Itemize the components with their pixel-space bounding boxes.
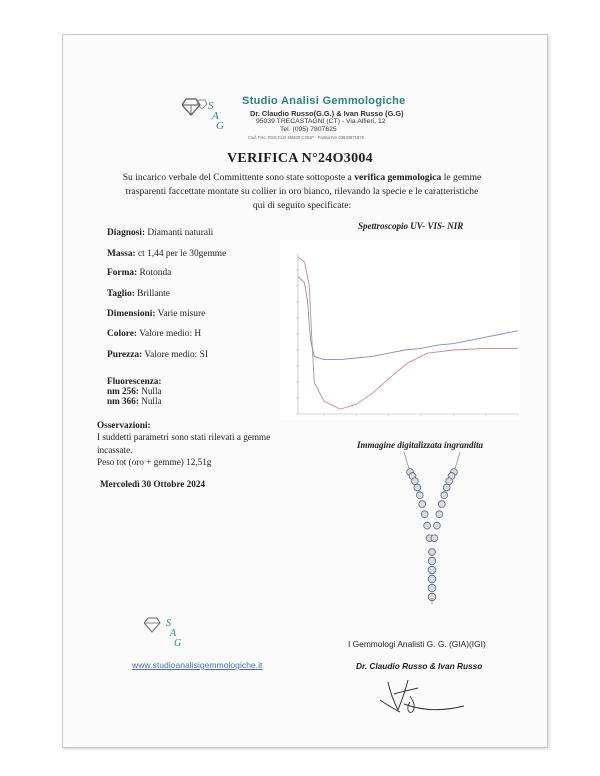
necklace-gem: [428, 557, 436, 565]
field-diagnosi: Diagnosi: Diamanti naturali: [107, 228, 214, 238]
necklace-gem: [441, 492, 448, 499]
observations-line-2: incassate.: [97, 445, 133, 455]
necklace-gem: [446, 478, 453, 485]
image-title: Immagine digitalizzata ingrandita: [357, 440, 484, 450]
sag-logo-icon: [182, 95, 226, 131]
field-colore: Colore: Valore medio: H: [107, 329, 202, 339]
logo-letter-a: A: [212, 110, 219, 122]
necklace-gem: [428, 584, 436, 592]
field-taglio: Taglio: Brillante: [107, 289, 170, 299]
header-fiscal: Cod. Fisc. RSS CLD 46M30 C351P - Partita IVA 03933871876: [248, 135, 364, 140]
header-address: 95039 TRECASTAGNI (CT) - Via Alfieri, 12: [256, 118, 386, 125]
fluorescence-nm256: nm 256: Nulla: [107, 386, 162, 396]
header-authors: Dr. Claudio Russo(G.G.) & Ivan Russo (G.G): [250, 109, 404, 118]
certificate-intro: Su incarico verbale del Committente sono state sottoposte a verifica gemmologica le gemme trasparenti faccettate montate su collier in oro bianco, rilevando la specie e le caratteristiche qui di seguito specificate:: [122, 172, 482, 211]
necklace-gem: [438, 501, 445, 508]
certificate-title: VERIFICA N°24O3004: [227, 151, 373, 166]
necklace-image: [392, 452, 472, 607]
necklace-gem: [433, 522, 440, 529]
website-link[interactable]: www.studioanalisigemmologiche.it: [132, 660, 263, 670]
observations-line-3: Peso tot (oro + gemme) 12,51g: [97, 457, 212, 467]
necklace-gem: [429, 549, 436, 556]
logo-letter-g: G: [216, 120, 224, 131]
necklace-gem: [421, 511, 428, 518]
signature-credentials: I Gemmologi Analisti G. G. (GIA)(IGI): [348, 639, 486, 649]
svg-text:S: S: [166, 618, 171, 629]
observations-line-1: I suddetti parametri sono stati rilevati a gemme: [97, 432, 271, 442]
necklace-gem: [436, 511, 443, 518]
observations-label: Osservazioni:: [97, 420, 151, 430]
header-phone: Tel. (095) 7807625: [280, 126, 337, 133]
logo-letter-s: S: [208, 100, 214, 112]
handwritten-signature: [360, 674, 470, 716]
necklace-gem: [411, 478, 418, 485]
signature-names: Dr. Claudio Russo & Ivan Russo: [356, 661, 483, 671]
spectro-title: Spettroscopio UV- VIS- NIR: [358, 221, 464, 231]
svg-text:G: G: [174, 638, 182, 648]
fluorescence-nm366: nm 366: Nulla: [107, 396, 162, 406]
necklace-gem: [431, 535, 438, 542]
necklace-gem: [419, 501, 426, 508]
fluorescence-label: Fluorescenza:: [107, 376, 162, 386]
spectroscope-chart: [280, 240, 520, 420]
footer-logo-icon: [144, 614, 184, 648]
field-dimensioni: Dimensioni: Varie misure: [107, 309, 206, 319]
necklace-gem: [414, 484, 421, 491]
certificate-date: Mercoledì 30 Ottobre 2024: [100, 479, 206, 489]
field-massa: Massa: ct 1,44 per le 30gemme: [107, 249, 227, 259]
necklace-gem: [428, 566, 436, 574]
svg-text:A: A: [170, 628, 177, 639]
field-forma: Forma: Rotonda: [107, 268, 172, 278]
brand-name: Studio Analisi Gemmologiche: [242, 95, 406, 107]
necklace-gem: [443, 484, 450, 491]
field-purezza: Purezza: Valore medio: SI: [107, 350, 208, 360]
necklace-gem: [416, 492, 423, 499]
necklace-gem: [428, 575, 436, 583]
necklace-gem: [424, 522, 431, 529]
